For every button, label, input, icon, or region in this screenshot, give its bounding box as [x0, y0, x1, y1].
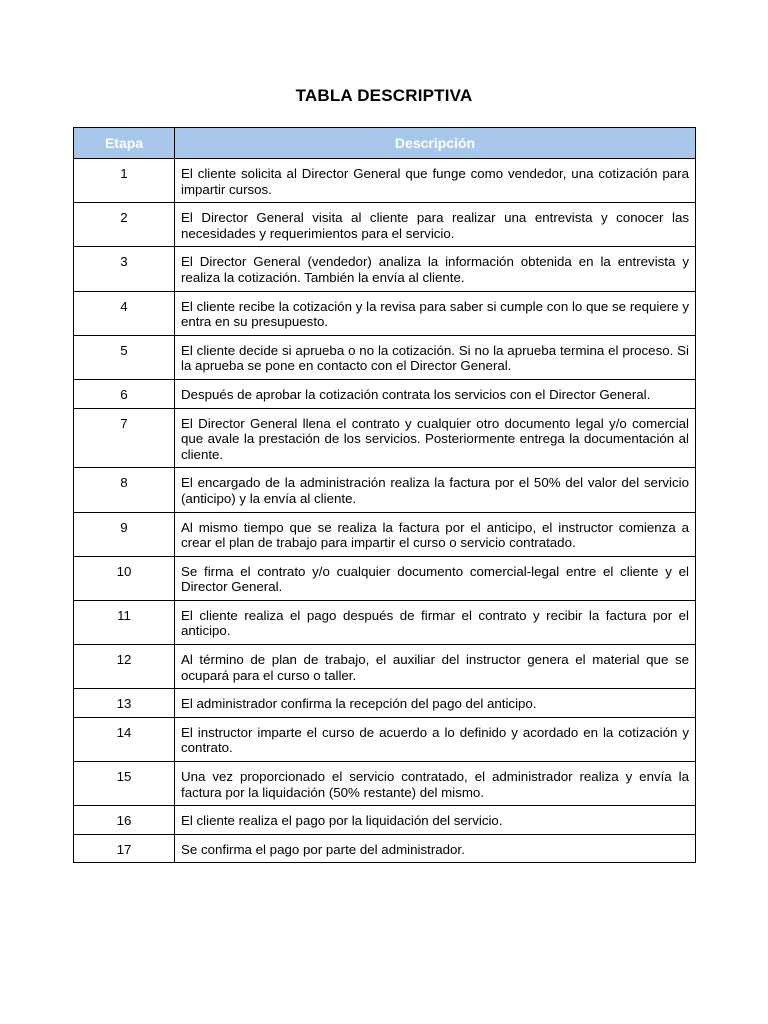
description-table — [73, 127, 696, 863]
stage-number: 2 — [74, 203, 175, 247]
stage-description: El cliente realiza el pago por la liquidación del servicio. — [175, 806, 696, 835]
stage-number: 1 — [74, 159, 175, 203]
header-stage: Etapa — [74, 128, 175, 159]
stage-description: El encargado de la administración realiza la factura por el 50% del valor del servicio (anticipo) y la envía al cliente. — [175, 468, 696, 512]
stage-number: 8 — [74, 468, 175, 512]
stage-description: Al término de plan de trabajo, el auxiliar del instructor genera el material que se ocupará para el curso o taller. — [175, 645, 696, 689]
stage-description: El cliente recibe la cotización y la revisa para saber si cumple con lo que se requiere y entra en su presupuesto. — [175, 291, 696, 335]
stage-number: 4 — [74, 291, 175, 335]
table-row — [74, 556, 696, 600]
table-row — [74, 468, 696, 512]
stage-number: 14 — [74, 717, 175, 761]
table-row — [74, 806, 696, 835]
stage-description: El Director General visita al cliente para realizar una entrevista y conocer las necesidades y requerimientos para el servicio. — [175, 203, 696, 247]
table-row — [74, 203, 696, 247]
header-description: Descripción — [175, 128, 696, 159]
stage-number: 6 — [74, 379, 175, 408]
table-row — [74, 335, 696, 379]
table-header-row — [74, 128, 696, 159]
table-row — [74, 645, 696, 689]
stage-description: El cliente decide si aprueba o no la cotización. Si no la aprueba termina el proceso. Si la aprueba se pone en contacto con el Director General. — [175, 335, 696, 379]
stage-description: El cliente realiza el pago después de firmar el contrato y recibir la factura por el anticipo. — [175, 600, 696, 644]
table-row — [74, 291, 696, 335]
stage-number: 16 — [74, 806, 175, 835]
stage-number: 3 — [74, 247, 175, 291]
stage-description: Se firma el contrato y/o cualquier documento comercial-legal entre el cliente y el Director General. — [175, 556, 696, 600]
stage-description: El instructor imparte el curso de acuerdo a lo definido y acordado en la cotización y contrato. — [175, 717, 696, 761]
table-row — [74, 689, 696, 718]
stage-number: 17 — [74, 834, 175, 863]
stage-description: Después de aprobar la cotización contrata los servicios con el Director General. — [175, 379, 696, 408]
table-row — [74, 600, 696, 644]
stage-description: El administrador confirma la recepción del pago del anticipo. — [175, 689, 696, 718]
stage-description: El cliente solicita al Director General que funge como vendedor, una cotización para impartir cursos. — [175, 159, 696, 203]
table-row — [74, 717, 696, 761]
table-row — [74, 834, 696, 863]
table-row — [74, 512, 696, 556]
table-row — [74, 762, 696, 806]
stage-number: 11 — [74, 600, 175, 644]
stage-number: 13 — [74, 689, 175, 718]
table-row — [74, 379, 696, 408]
stage-number: 9 — [74, 512, 175, 556]
stage-description: El Director General llena el contrato y cualquier otro documento legal y/o comercial que avale la prestación de los servicios. Posteriormente entrega la documentación al cliente. — [175, 408, 696, 468]
table-row — [74, 159, 696, 203]
table-row — [74, 247, 696, 291]
stage-description: Se confirma el pago por parte del administrador. — [175, 834, 696, 863]
stage-number: 5 — [74, 335, 175, 379]
stage-description: Al mismo tiempo que se realiza la factura por el anticipo, el instructor comienza a crear el plan de trabajo para impartir el curso o servicio contratado. — [175, 512, 696, 556]
stage-number: 10 — [74, 556, 175, 600]
stage-description: Una vez proporcionado el servicio contratado, el administrador realiza y envía la factura por la liquidación (50% restante) del mismo. — [175, 762, 696, 806]
table-row — [74, 408, 696, 468]
stage-description: El Director General (vendedor) analiza la información obtenida en la entrevista y realiza la cotización. También la envía al cliente. — [175, 247, 696, 291]
stage-number: 15 — [74, 762, 175, 806]
page-title: TABLA DESCRIPTIVA — [295, 86, 473, 105]
stage-number: 7 — [74, 408, 175, 468]
stage-number: 12 — [74, 645, 175, 689]
